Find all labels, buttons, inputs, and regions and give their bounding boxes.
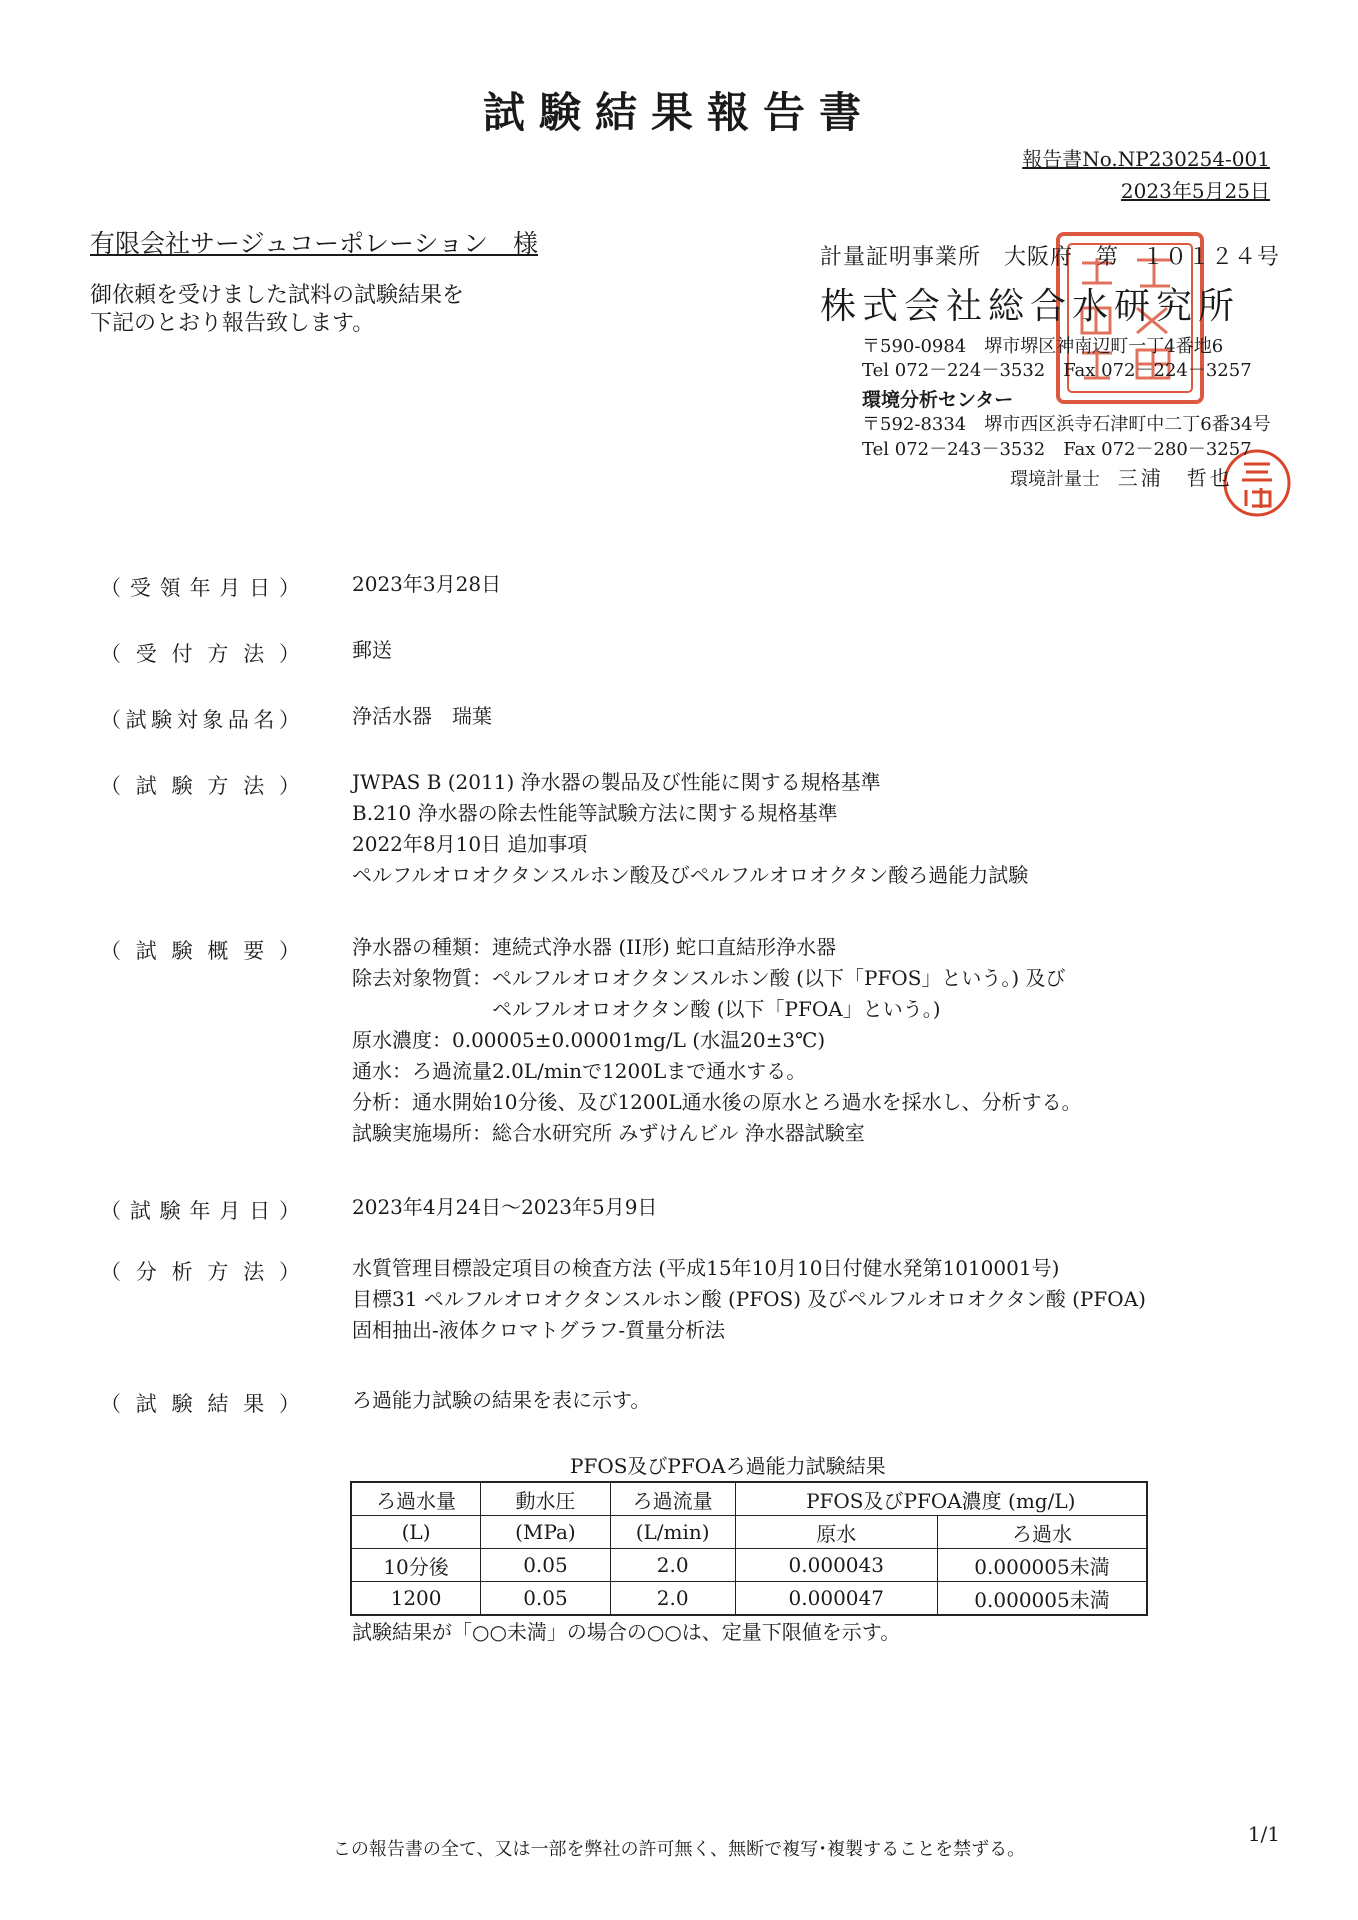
paren-close: ） <box>278 576 300 600</box>
field-label <box>100 935 300 965</box>
page-number: 1/1 <box>1247 1822 1280 1846</box>
cell-flow: 2.0 <box>610 1549 735 1582</box>
branch-name: 環境分析センター <box>862 389 1014 411</box>
field-label-char: 法 <box>243 774 265 798</box>
cell-volume: 10分後 <box>351 1549 481 1582</box>
intro-line-1: 御依頼を受けました試料の試験結果を <box>90 283 465 308</box>
paren-close: ） <box>278 1392 300 1416</box>
field-value-line: B.210 浄水器の除去性能等試験方法に関する規格基準 <box>352 801 838 825</box>
paren-close: ） <box>278 708 300 732</box>
issuer-company-name: 株式会社総合水研究所 <box>820 286 1241 327</box>
recipient: 有限会社サージュコーポレーション 様 <box>90 229 539 258</box>
field-label-char: 受 <box>135 642 157 666</box>
header-volume: ろ過水量 <box>351 1482 481 1516</box>
field-value-line: JWPAS B (2011) 浄水器の製品及び性能に関する規格基準 <box>352 770 881 794</box>
table-caption: PFOS及びPFOAろ過能力試験結果 <box>570 1454 886 1478</box>
paren-open: （ <box>100 939 121 963</box>
paren-close: ） <box>278 774 300 798</box>
field-label-char: 験 <box>171 1392 193 1416</box>
field-label-char: 試 <box>125 708 147 732</box>
field-label-char: 付 <box>171 642 193 666</box>
cell-volume: 1200 <box>351 1582 481 1616</box>
paren-open: （ <box>100 1260 121 1284</box>
field-value <box>352 767 1028 891</box>
field-label-char: 試 <box>129 1199 151 1223</box>
field-label-char: 要 <box>243 939 265 963</box>
results-table <box>350 1481 1148 1616</box>
field-label <box>100 1195 300 1225</box>
cell-raw: 0.000043 <box>735 1549 937 1582</box>
field-label-char: 試 <box>135 1392 157 1416</box>
field-label-char: 析 <box>171 1260 193 1284</box>
intro-line-2: 下記のとおり報告致します。 <box>90 311 375 336</box>
header-raw-water: 原水 <box>735 1516 937 1549</box>
document-title: 試験結果報告書 <box>482 88 875 137</box>
paren-open: （ <box>100 576 121 600</box>
field-label-char: 結 <box>207 1392 229 1416</box>
header-filtered-water: ろ過水 <box>938 1516 1147 1549</box>
field-value <box>352 635 392 666</box>
field-label-char: 方 <box>207 642 229 666</box>
field-label-char: 日 <box>249 576 271 600</box>
field-value-line: 2023年4月24日～2023年5月9日 <box>352 1195 658 1219</box>
field-value-line: 水質管理目標設定項目の検査方法 (平成15年10月10日付健水発第1010001号) <box>352 1256 1060 1280</box>
field-label-char: 名 <box>253 708 275 732</box>
paren-open: （ <box>100 774 121 798</box>
table-row <box>351 1582 1147 1616</box>
field-label-char: 法 <box>243 1260 265 1284</box>
field-label-char: 月 <box>219 1199 241 1223</box>
table-note: 試験結果が「○○未満」の場合の○○は、定量下限値を示す。 <box>352 1620 901 1644</box>
field-label-char: 受 <box>129 576 151 600</box>
field-label-char: 試 <box>135 774 157 798</box>
measurer <box>1010 462 1233 491</box>
field-value <box>352 1192 657 1223</box>
field-value <box>352 569 501 600</box>
field-label-char: 対 <box>176 708 198 732</box>
field-label-char: 験 <box>151 708 173 732</box>
field-label <box>100 1256 300 1286</box>
cell-pressure: 0.05 <box>481 1582 611 1616</box>
field-label-char: 試 <box>135 939 157 963</box>
issuer-certification: 計量証明事業所 大阪府 第 １０１２４号 <box>820 245 1281 270</box>
hq-phone: Tel 072－224－3532 Fax 072－224－3257 <box>862 360 1252 381</box>
cell-flow: 2.0 <box>610 1582 735 1616</box>
header-pressure-unit: (MPa) <box>481 1516 611 1549</box>
header-flow-unit: (L/min) <box>610 1516 735 1549</box>
field-label <box>100 572 300 602</box>
field-value <box>352 1385 650 1416</box>
field-label-char: 概 <box>207 939 229 963</box>
branch-phone: Tel 072－243－3532 Fax 072－280－3257 <box>862 439 1252 460</box>
field-label-char: 分 <box>135 1260 157 1284</box>
field-value-line: 浄水器の種類：連続式浄水器 (II形) 蛇口直結形浄水器 <box>352 935 837 959</box>
hq-address: 〒590-0984 堺市堺区神南辺町一丁4番地6 <box>862 336 1224 357</box>
paren-open: （ <box>100 1199 121 1223</box>
field-value-line: 2023年3月28日 <box>352 572 502 596</box>
cell-pressure: 0.05 <box>481 1549 611 1582</box>
measurer-name: 三浦 哲也 <box>1117 466 1233 490</box>
field-value-line: 通水：ろ過流量2.0L/minで1200Lまで通水する。 <box>352 1059 807 1083</box>
field-value <box>352 1253 1146 1346</box>
field-label-char: 験 <box>171 939 193 963</box>
cell-filtered: 0.000005未満 <box>938 1582 1147 1616</box>
table-row <box>351 1549 1147 1582</box>
field-label-char: 方 <box>207 1260 229 1284</box>
field-label <box>100 1388 300 1418</box>
measurer-title: 環境計量士 <box>1010 469 1100 490</box>
paren-open: （ <box>100 1392 121 1416</box>
field-label <box>100 638 300 668</box>
header-pressure: 動水圧 <box>481 1482 611 1516</box>
field-value-line: 2022年8月10日 追加事項 <box>352 832 588 856</box>
field-value-line: ろ過能力試験の結果を表に示す。 <box>352 1388 651 1412</box>
cell-filtered: 0.000005未満 <box>938 1549 1147 1582</box>
field-value-line: 除去対象物質：ペルフルオロオクタンスルホン酸 (以下「PFOS」という。) 及び <box>352 966 1066 990</box>
field-label-char: 月 <box>219 576 241 600</box>
field-label-char: 果 <box>243 1392 265 1416</box>
field-value <box>352 701 492 732</box>
field-label <box>100 770 300 800</box>
header-concentration: PFOS及びPFOA濃度 (mg/L) <box>735 1482 1147 1516</box>
paren-close: ） <box>278 1260 300 1284</box>
field-value-line: 分析：通水開始10分後、及び1200L通水後の原水とろ過水を採水し、分析する。 <box>352 1090 1082 1114</box>
field-label-char: 品 <box>227 708 249 732</box>
field-value-line: ペルフルオロオクタン酸 (以下「PFOA」という。) <box>352 997 941 1021</box>
field-label-char: 領 <box>159 576 181 600</box>
paren-open: （ <box>100 642 121 666</box>
paren-close: ） <box>278 1199 300 1223</box>
report-date: 2023年5月25日 <box>1120 179 1270 203</box>
field-label-char: 法 <box>243 642 265 666</box>
field-label-char: 年 <box>189 1199 211 1223</box>
field-label-char: 験 <box>171 774 193 798</box>
field-value-line: 浄活水器 瑞葉 <box>352 704 492 728</box>
field-value-line: 原水濃度：0.00005±0.00001mg/L (水温20±3℃) <box>352 1028 826 1052</box>
branch-address: 〒592-8334 堺市西区浜寺石津町中二丁6番34号 <box>862 414 1271 435</box>
field-label-char: 方 <box>207 774 229 798</box>
field-value <box>352 932 1082 1149</box>
field-label-char: 象 <box>202 708 224 732</box>
field-value-line: 固相抽出-液体クロマトグラフ-質量分析法 <box>352 1318 726 1342</box>
field-label-char: 年 <box>189 576 211 600</box>
field-value-line: 郵送 <box>352 638 392 662</box>
report-number: 報告書No.NP230254-001 <box>1022 147 1270 171</box>
field-value-line: 試験実施場所：総合水研究所 みずけんビル 浄水器試験室 <box>352 1121 865 1145</box>
field-value-line: ペルフルオロオクタンスルホン酸及びペルフルオロオクタン酸ろ過能力試験 <box>352 863 1029 887</box>
field-label-char: 日 <box>249 1199 271 1223</box>
field-label <box>100 704 300 734</box>
table-header-row <box>351 1482 1147 1516</box>
table-header-row <box>351 1516 1147 1549</box>
header-volume-unit: (L) <box>351 1516 481 1549</box>
copyright-notice: この報告書の全て、又は一部を弊社の許可無く、無断で複写･複製することを禁ずる。 <box>332 1839 1026 1860</box>
paren-close: ） <box>278 642 300 666</box>
paren-open: （ <box>100 708 121 732</box>
field-value-line: 目標31 ペルフルオロオクタンスルホン酸 (PFOS) 及びペルフルオロオクタン酸 (PFOA) <box>352 1287 1146 1311</box>
field-label-char: 験 <box>159 1199 181 1223</box>
cell-raw: 0.000047 <box>735 1582 937 1616</box>
paren-close: ） <box>278 939 300 963</box>
header-flow: ろ過流量 <box>610 1482 735 1516</box>
